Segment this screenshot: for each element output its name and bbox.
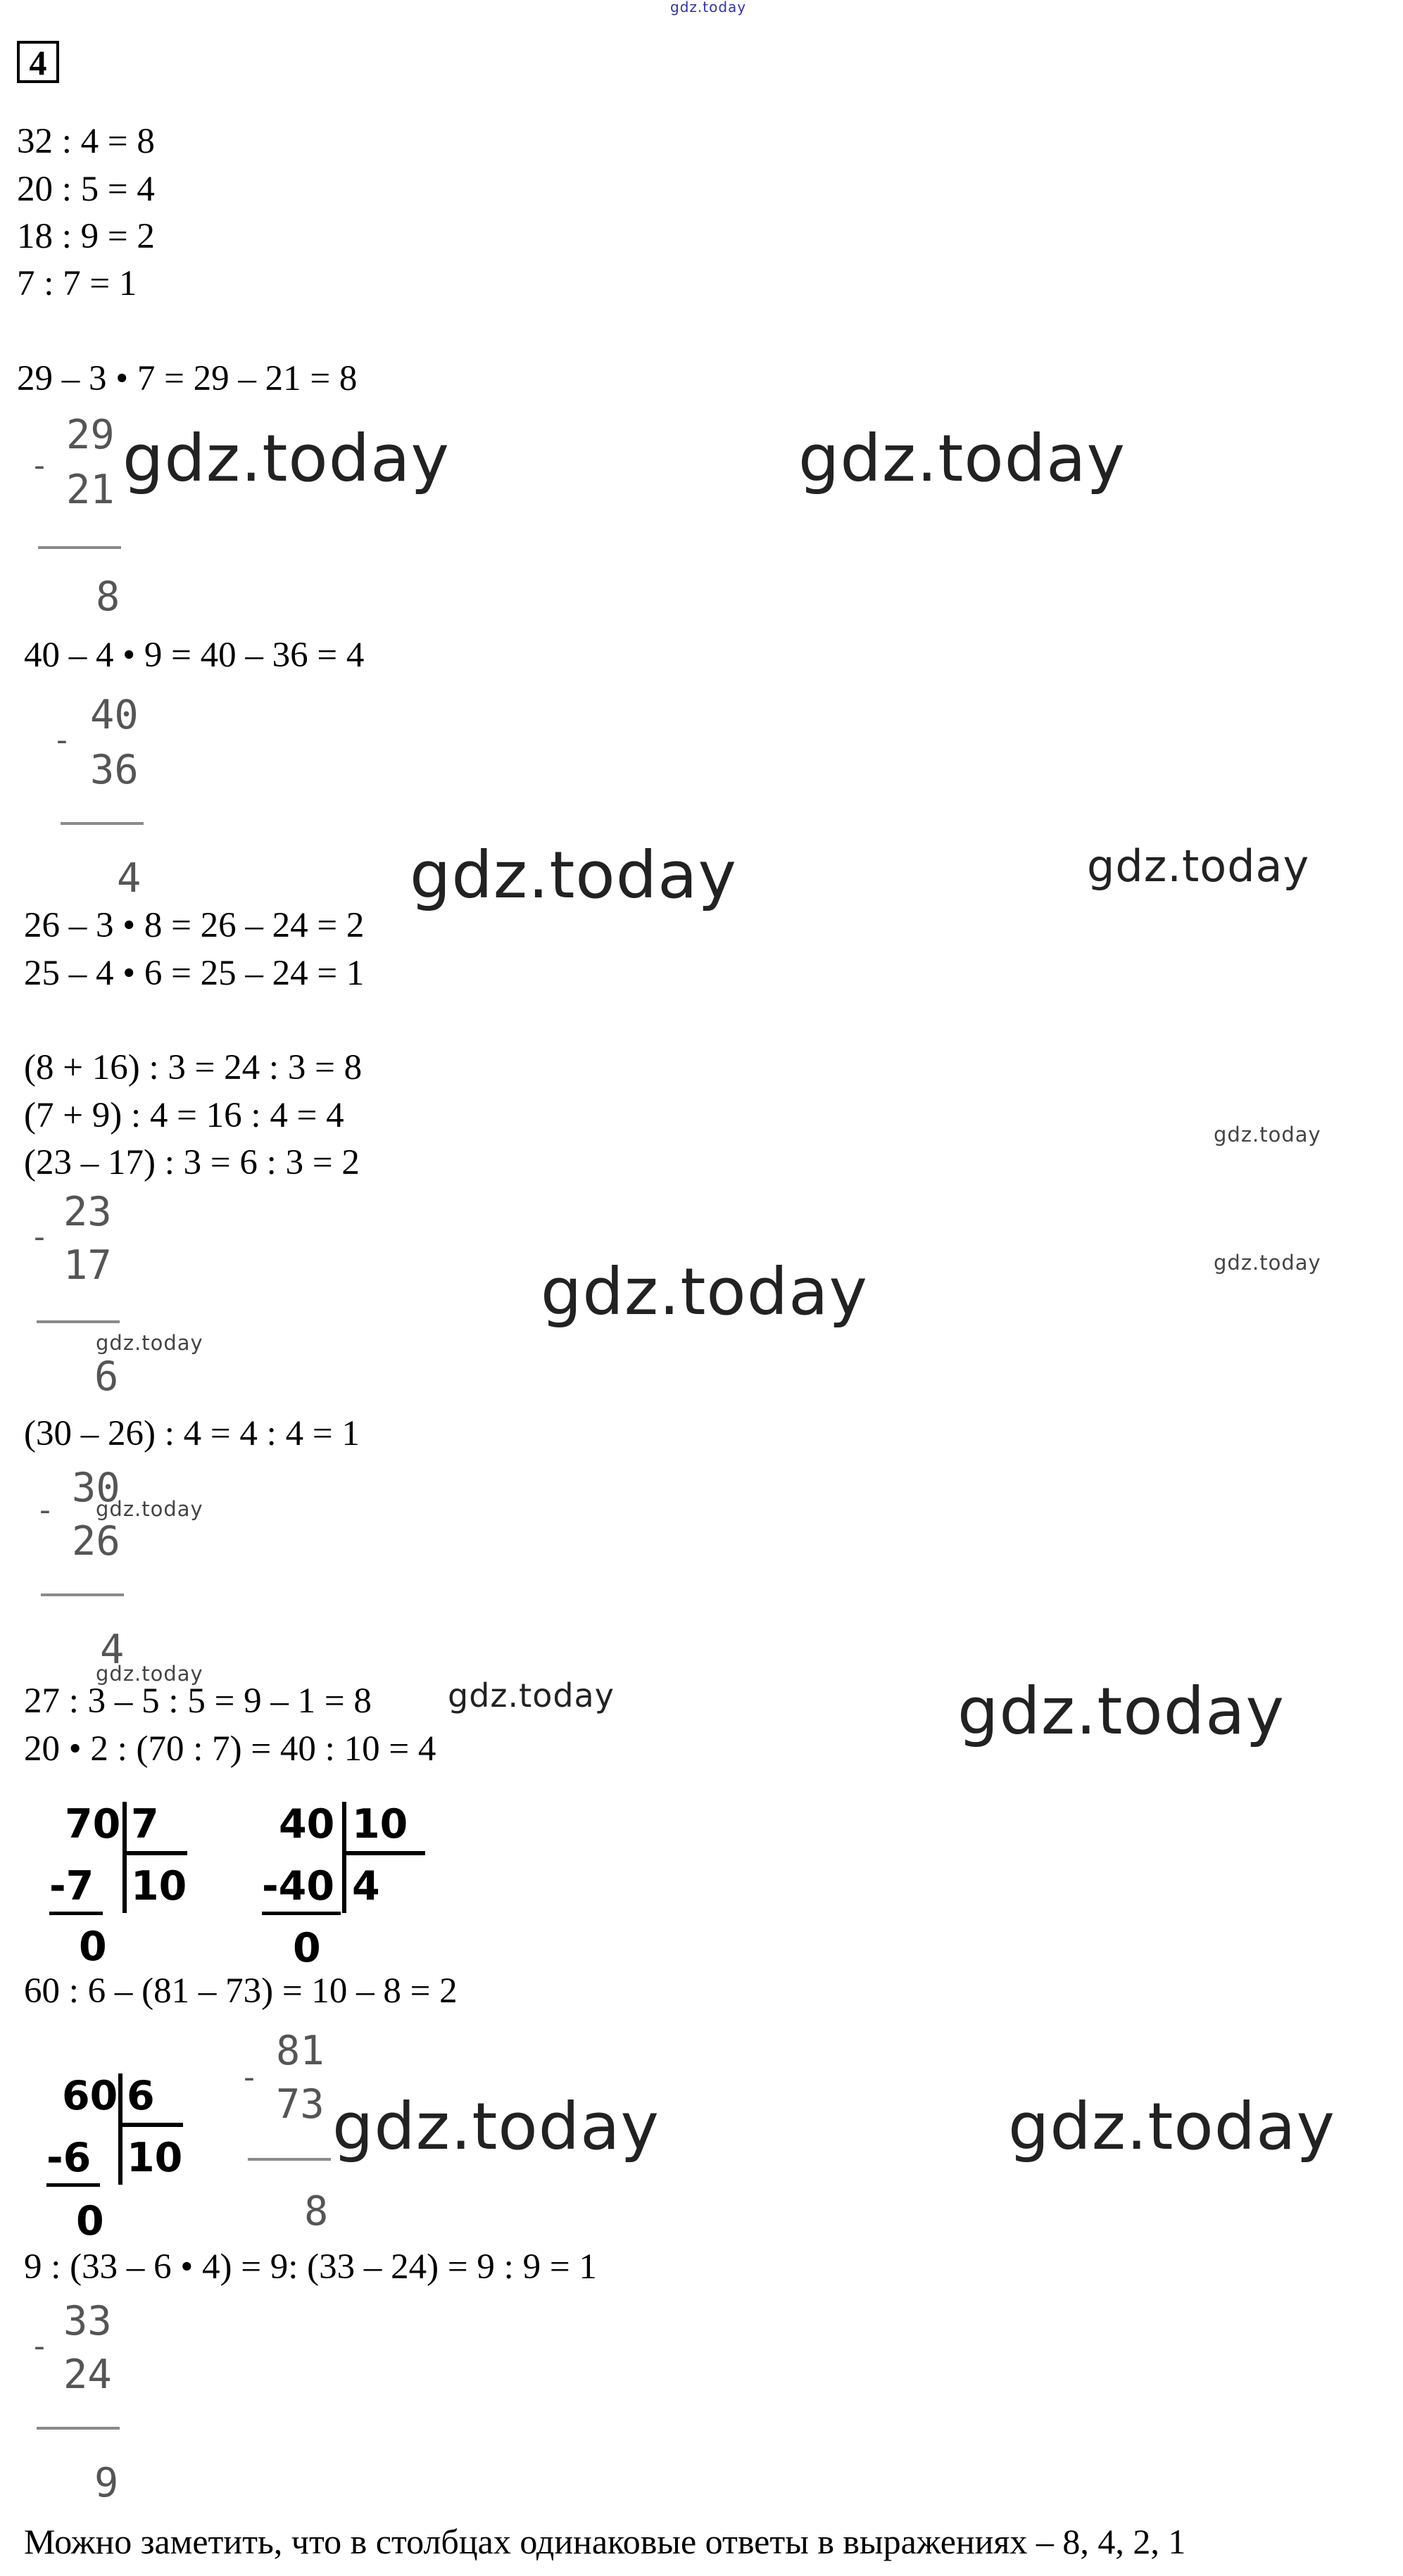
column-line [37, 1320, 120, 1323]
column-line [61, 822, 144, 825]
minuend: 23 [63, 1189, 112, 1235]
division-horizontal-line [118, 2123, 183, 2127]
dividend: 60 [62, 2073, 118, 2119]
minus-sign: - [34, 448, 45, 484]
watermark: gdz.today [1008, 2089, 1335, 2164]
subtrahend: 36 [90, 747, 139, 793]
minuend: 29 [66, 412, 115, 458]
equation-4: 7 : 7 = 1 [17, 264, 137, 303]
remainder: 0 [79, 1924, 107, 1970]
quotient: 4 [352, 1863, 380, 1909]
quotient: 10 [131, 1863, 187, 1909]
equation-15: 60 : 6 – (81 – 73) = 10 – 8 = 2 [24, 1971, 458, 2011]
result: 4 [117, 855, 141, 902]
product: -7 [49, 1863, 94, 1909]
minus-sign: - [56, 722, 68, 758]
quotient: 10 [127, 2135, 183, 2181]
watermark: gdz.today [96, 1497, 203, 1521]
equation-13: 27 : 3 – 5 : 5 = 9 – 1 = 8 [24, 1681, 372, 1721]
equation-7: 26 – 3 • 8 = 26 – 24 = 2 [24, 906, 365, 945]
subtrahend: 17 [63, 1242, 112, 1289]
equation-16: 9 : (33 – 6 • 4) = 9: (33 – 24) = 9 : 9 = 1 [24, 2247, 597, 2287]
watermark: gdz.today [1214, 1123, 1321, 1147]
subtrahend: 21 [66, 467, 115, 513]
remainder: 0 [293, 1925, 321, 1971]
equation-11: (23 – 17) : 3 = 6 : 3 = 2 [24, 1143, 360, 1182]
watermark: gdz.today [1087, 840, 1310, 892]
column-line [248, 2158, 331, 2161]
watermark: gdz.today [448, 1677, 615, 1715]
result: 4 [100, 1627, 125, 1673]
column-line [38, 546, 121, 549]
equation-14: 20 • 2 : (70 : 7) = 40 : 10 = 4 [24, 1729, 436, 1769]
division-vertical-line [342, 1802, 346, 1913]
result: 9 [94, 2460, 119, 2506]
minus-sign: - [39, 1492, 51, 1528]
task-number: 4 [17, 41, 59, 83]
product-underline [46, 2183, 100, 2187]
equation-9: (8 + 16) : 3 = 24 : 3 = 8 [24, 1048, 363, 1087]
minuend: 30 [72, 1465, 120, 1511]
minus-sign: - [244, 2059, 255, 2095]
minuend: 33 [63, 2298, 112, 2344]
division-vertical-line [122, 1802, 127, 1913]
result: 6 [94, 1353, 119, 1400]
minuend: 40 [90, 692, 139, 738]
watermark: gdz.today [541, 1254, 868, 1330]
equation-3: 18 : 9 = 2 [17, 217, 155, 256]
result: 8 [96, 574, 120, 620]
column-line [37, 2427, 120, 2430]
watermark: gdz.today [957, 1674, 1285, 1749]
division-horizontal-line [342, 1851, 425, 1855]
equation-6: 40 – 4 • 9 = 40 – 36 = 4 [24, 636, 365, 675]
dividend: 40 [279, 1801, 335, 1848]
division-horizontal-line [122, 1851, 187, 1855]
watermark: gdz.today [1214, 1251, 1321, 1275]
division-vertical-line [118, 2073, 122, 2185]
watermark: gdz.today [410, 838, 737, 913]
minus-sign: - [34, 2328, 45, 2364]
equation-8: 25 – 4 • 6 = 25 – 24 = 1 [24, 954, 365, 993]
dividend: 70 [65, 1801, 121, 1848]
conclusion-text: Можно заметить, что в столбцах одинаковые ответы в выражениях – 8, 4, 2, 1 [24, 2522, 1186, 2561]
subtrahend: 24 [63, 2351, 112, 2398]
watermark: gdz.today [96, 1662, 203, 1686]
remainder: 0 [76, 2198, 104, 2244]
minuend: 81 [276, 2028, 325, 2074]
watermark: gdz.today [798, 421, 1126, 496]
column-line [41, 1593, 124, 1596]
product: -40 [262, 1863, 334, 1909]
divisor: 6 [127, 2073, 155, 2119]
equation-2: 20 : 5 = 4 [17, 170, 155, 209]
watermark: gdz.today [332, 2089, 660, 2164]
product-underline [262, 1912, 341, 1915]
product-underline [49, 1912, 103, 1915]
equation-12: (30 – 26) : 4 = 4 : 4 = 1 [24, 1414, 360, 1453]
equation-5: 29 – 3 • 7 = 29 – 21 = 8 [17, 359, 358, 398]
result: 8 [304, 2188, 329, 2235]
divisor: 7 [131, 1801, 159, 1848]
watermark: gdz.today [96, 1331, 203, 1355]
subtrahend: 26 [72, 1518, 120, 1565]
watermark: gdz.today [122, 421, 450, 496]
equation-10: (7 + 9) : 4 = 16 : 4 = 4 [24, 1096, 344, 1135]
divisor: 10 [352, 1801, 408, 1848]
product: -6 [46, 2135, 92, 2181]
minus-sign: - [34, 1219, 45, 1255]
watermark-top: gdz.today [670, 0, 747, 15]
equation-1: 32 : 4 = 8 [17, 122, 155, 161]
subtrahend: 73 [276, 2081, 325, 2128]
